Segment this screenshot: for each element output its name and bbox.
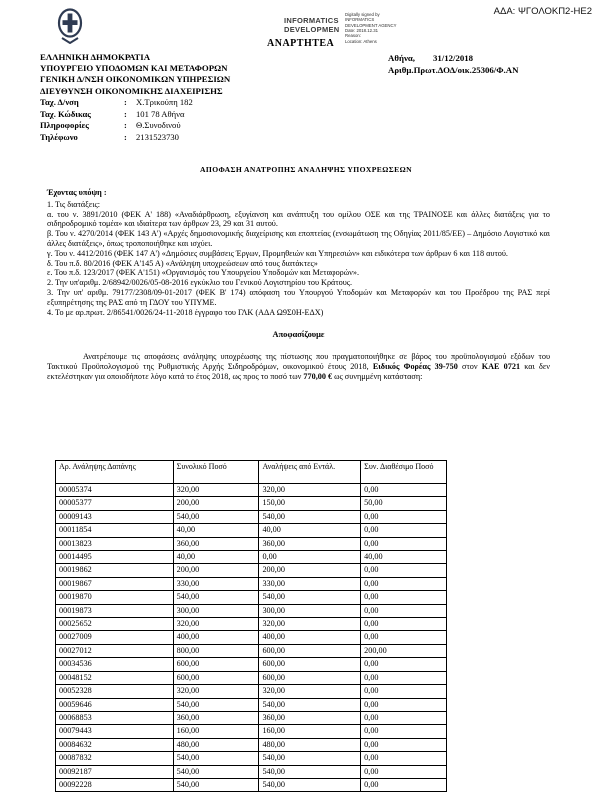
table-cell: 00052328 [56,685,174,698]
table-cell: 360,00 [259,711,361,724]
table-cell: 00014495 [56,551,174,564]
table-cell: 300,00 [259,604,361,617]
colon-separator: : [124,97,127,107]
legal-basis-item: 2. Την υπ'αριθμ. 2/68942/0026/05-08-2016 εγκύκλιο του Γενικού Λογιστηρίου του Κράτους. [47,278,353,288]
table-cell: 600,00 [259,671,361,684]
table-cell: 00068853 [56,711,174,724]
table-cell: 480,00 [259,738,361,751]
table-cell: 0,00 [361,765,447,778]
table-cell: 40,00 [259,524,361,537]
table-cell: 0,00 [361,591,447,604]
table-cell: 00027012 [56,644,174,657]
table-row [56,644,447,657]
table-cell: 40,00 [173,524,259,537]
contact-row-address [40,97,193,109]
table-cell: 200,00 [173,564,259,577]
table-cell: 0,00 [361,564,447,577]
legal-basis-item: 4. Το με αρ.πρωτ. 2/86541/0026/24-11-2018 έγγραφο του ΓΛΚ (ΑΔΑ Ω9Σ0Η-ΕΔΧ) [47,307,324,317]
table-row [56,497,447,510]
table-cell: 400,00 [259,631,361,644]
table-cell: 00048152 [56,671,174,684]
signature-detail-line: DEVELOPMENT AGENCY [345,22,397,28]
table-cell: 00025652 [56,618,174,631]
column-header-total-amount: Συνολικό Ποσό [173,461,259,484]
table-cell: 540,00 [259,510,361,523]
table-cell: 0,00 [361,577,447,590]
decision-text-segment: ως συνημμένη κατάσταση: [332,371,423,381]
signature-detail-line: Date: 2018.12.31 [345,28,378,34]
table-cell: 00059646 [56,698,174,711]
signature-details [345,12,411,44]
table-row [56,725,447,738]
table-cell: 0,00 [361,524,447,537]
table-row [56,524,447,537]
organization-line: ΔΙΕΥΘΥΝΣΗ ΟΙΚΟΝΟΜΙΚΗΣ ΔΙΑΧΕΙΡΙΣΗΣ [40,85,223,96]
table-cell: 0,00 [361,725,447,738]
table-cell: 540,00 [259,778,361,791]
table-row [56,738,447,751]
table-cell: 0,00 [361,510,447,523]
organization-line: ΓΕΝΙΚΗ Δ/ΝΣΗ ΟΙΚΟΝΟΜΙΚΩΝ ΥΠΗΡΕΣΙΩΝ [40,74,231,85]
table-cell: 00079443 [56,725,174,738]
table-cell: 540,00 [173,778,259,791]
organization-line: ΕΛΛΗΝΙΚΗ ΔΗΜΟΚΡΑΤΙΑ [40,52,151,62]
table-cell: 330,00 [259,577,361,590]
table-cell: 600,00 [259,644,361,657]
table-cell: 540,00 [259,765,361,778]
organization-line: ΥΠΟΥΡΓΕΙΟ ΥΠΟΔΟΜΩΝ ΚΑΙ ΜΕΤΑΦΟΡΩΝ [40,63,228,74]
table-cell: 300,00 [173,604,259,617]
table-cell: 540,00 [173,765,259,778]
table-cell: 00019873 [56,604,174,617]
table-cell: 330,00 [173,577,259,590]
contact-label: Ταχ. Κώδικας [40,108,91,119]
table-cell: 0,00 [361,778,447,791]
contact-row-telephone [40,132,193,144]
table-cell: 600,00 [259,658,361,671]
table-row [56,577,447,590]
table-body [56,484,447,792]
obligations-table [55,460,447,792]
contact-value: Θ.Συνοδινού [136,120,181,131]
table-cell: 0,00 [361,711,447,724]
table-row [56,484,447,497]
table-cell: 150,00 [259,497,361,510]
table-cell: 00084632 [56,738,174,751]
decision-text-segment: Ανατρέπουμε τις αποφάσεις ανάληψης υποχρέωσης της πίστωσης που πραγματοποιήθηκε σε βάρος του προϋπολογισμού εξόδων του Τακτικού Προϋπολογισμού της Ρυθμιστικής Αρχής Σιδηροδρόμων, οικονομικού έτους 2018, [47,352,550,371]
table-cell: 360,00 [259,537,361,550]
table-cell: 320,00 [173,618,259,631]
contact-label: Τηλέφωνο [40,131,78,142]
table-cell: 600,00 [173,658,259,671]
contact-value: 2131523730 [136,131,179,142]
contact-row-information [40,120,193,132]
table-cell: 540,00 [259,591,361,604]
table-cell: 0,00 [361,738,447,751]
city-date-line [388,52,518,64]
table-cell: 320,00 [259,618,361,631]
table-cell: 0,00 [361,658,447,671]
signature-detail-line: Reason: [345,33,362,39]
signature-detail-line: INFORMATICS [345,17,375,23]
decide-heading: Αποφασίζουμε [272,330,325,340]
signature-detail-line: Location: Athens [345,38,377,44]
table-row [56,698,447,711]
table-cell: 00034536 [56,658,174,671]
table-cell: 50,00 [361,497,447,510]
decision-paragraph [47,352,550,381]
table-cell: 320,00 [173,484,259,497]
table-cell: 0,00 [361,631,447,644]
colon-separator: : [124,120,127,131]
column-header-available-amount: Συν. Διαθέσιμο Ποσό [361,461,447,484]
table-cell: 40,00 [361,551,447,564]
table-cell: 800,00 [173,644,259,657]
contact-label: Πληροφορίες [40,120,89,131]
decision-text-segment: 770,00 € [303,371,333,381]
legal-basis-item: α. του ν. 3891/2010 (ΦΕΚ Α' 188) «Αναδιάρθρωση, εξυγίανση και ανάπτυξη του ομίλου ΟΣΕ και της ΤΡΑΙΝΟΣΕ και άλλες διατάξεις για το σιδηροδρομικό τομέα» και ιδιαίτερα των άρθρων 23, 29 και 31 αυτού. [47,209,550,229]
legal-basis-item: β. Του ν. 4270/2014 (ΦΕΚ 143 Α') «Αρχές δημοσιονομικής διαχείρισης και εποπτείας (ενσωμάτωση της Οδηγίας 2011/85/ΕΕ) – Δημόσιο Λογιστικό και άλλες διατάξεις», όπως τροποποιήθηκε και ισχύει. [47,229,550,248]
table-row [56,537,447,550]
legal-basis-item: δ. Του π.δ. 80/2016 (ΦΕΚ Α'145 Α) «Ανάληψη υποχρεώσεων από τους διατάκτες» [47,258,318,268]
decision-text-segment: στον [457,361,482,371]
colon-separator: : [124,108,127,119]
contact-block [40,97,193,143]
contact-value: 101 78 Αθήνα [136,108,185,119]
signature-agency-name [284,16,340,34]
organization-header [40,52,230,97]
table-row [56,510,447,523]
table-cell: 320,00 [259,685,361,698]
column-header-commitment-number: Αρ. Ανάληψης Δαπάνης [56,461,174,484]
document-body [47,188,550,382]
table-row [56,711,447,724]
table-row [56,765,447,778]
table-cell: 0,00 [361,604,447,617]
table-row [56,591,447,604]
table-cell: 0,00 [361,698,447,711]
document-title: ΑΠΟΦΑΣΗ ΑΝΑΤΡΟΠΗΣ ΑΝΑΛΗΨΗΣ ΥΠΟΧΡΕΩΣΕΩΝ [200,165,412,174]
table-row [56,752,447,765]
table-cell: 00013823 [56,537,174,550]
city-label: Αθήνα, [388,53,415,63]
table-row [56,778,447,791]
table-cell: 00005377 [56,497,174,510]
table-cell: 540,00 [173,591,259,604]
table-cell: 00087832 [56,752,174,765]
table-cell: 0,00 [361,618,447,631]
table-cell: 200,00 [259,564,361,577]
anartitea-stamp: ΑΝΑΡΤΗΤΕΑ [267,38,335,49]
table-cell: 400,00 [173,631,259,644]
signature-detail-line: Digitally signed by [345,12,380,17]
decision-text-segment: Ειδικός Φορέας 39-750 [372,361,458,371]
legal-basis-item: 3. Την υπ' αριθμ. 79177/2308/09-01-2017 (ΦΕΚ Β' 174) απόφαση του Υπουργού Υποδομών και Μεταφορών και του Προέδρου της ΡΑΣ περί εξυπηρέτησης της ΡΑΣ από τη ΓΔΟΥ του ΥΠΥΜΕ. [47,287,550,307]
table-header-row [56,461,447,484]
greek-coat-of-arms-icon [57,8,83,44]
table-cell: 00019862 [56,564,174,577]
table-cell: 0,00 [361,752,447,765]
contact-row-postcode [40,109,193,121]
table-cell: 00019870 [56,591,174,604]
contact-label: Ταχ. Δ/νση [40,97,79,107]
table-cell: 00019867 [56,577,174,590]
table-cell: 00027009 [56,631,174,644]
legal-basis-list [47,200,550,318]
table-cell: 0,00 [361,685,447,698]
table-cell: 200,00 [173,497,259,510]
legal-basis-item: γ. Του ν. 4412/2016 (ΦΕΚ 147 Α') «Δημόσιες συμβάσεις Έργων, Προμηθειών και Υπηρεσιών» και ειδικότερα των άρθρων 6 και 118 αυτού. [47,248,508,258]
table-cell: 480,00 [173,738,259,751]
table-cell: 600,00 [173,671,259,684]
table-cell: 540,00 [259,698,361,711]
table-cell: 200,00 [361,644,447,657]
table-cell: 00092187 [56,765,174,778]
table-cell: 00009143 [56,510,174,523]
table-cell: 00011854 [56,524,174,537]
table-cell: 540,00 [173,698,259,711]
table-row [56,631,447,644]
date-protocol-block [388,52,518,76]
table-row [56,551,447,564]
table-cell: 320,00 [259,484,361,497]
table-row [56,685,447,698]
decision-text-segment: ΚΑΕ 0721 [481,361,521,371]
table-cell: 40,00 [173,551,259,564]
table-cell: 0,00 [361,671,447,684]
table-cell: 540,00 [173,510,259,523]
column-header-executed-amount: Αναλήψεις από Εντάλ. [259,461,361,484]
protocol-number: Αριθμ.Πρωτ.ΔΟΔ/οικ.25306/Φ.ΑΝ [388,65,519,75]
table-cell: 540,00 [173,752,259,765]
table-cell: 00005374 [56,484,174,497]
legal-basis-item: 1. Τις διατάξεις: [47,199,100,209]
table-row [56,658,447,671]
table-row [56,618,447,631]
table-cell: 0,00 [259,551,361,564]
signature-agency-line1: INFORMATICS [284,16,339,25]
ada-number: ΑΔΑ: ΨΓΟΛΟΚΠ2-ΗΕ2 [493,6,592,17]
legal-basis-item: ε. Του π.δ. 123/2017 (ΦΕΚ Α'151) «Οργανισμός του Υπουργείου Υποδομών και Μεταφορών». [47,268,359,278]
signature-agency-line2: DEVELOPMEN [284,25,340,34]
decision-text-segment: και δεν εκτελέστηκαν για οποιοδήποτε λόγο κατά το έτος 2018, ως προς το ποσό των [47,361,550,381]
contact-value: Χ.Τρικούπη 182 [136,97,193,107]
table-cell: 540,00 [259,752,361,765]
table-cell: 320,00 [173,685,259,698]
table-row [56,564,447,577]
date-value: 31/12/2018 [432,53,474,63]
table-cell: 0,00 [361,537,447,550]
table-cell: 00092228 [56,778,174,791]
colon-separator: : [124,131,127,142]
table-cell: 360,00 [173,711,259,724]
table-row [56,604,447,617]
table-cell: 0,00 [361,484,447,497]
table-cell: 160,00 [173,725,259,738]
table-cell: 360,00 [173,537,259,550]
table-cell: 160,00 [259,725,361,738]
table-row [56,671,447,684]
having-regard-heading: Έχοντας υπόψη : [47,188,107,197]
